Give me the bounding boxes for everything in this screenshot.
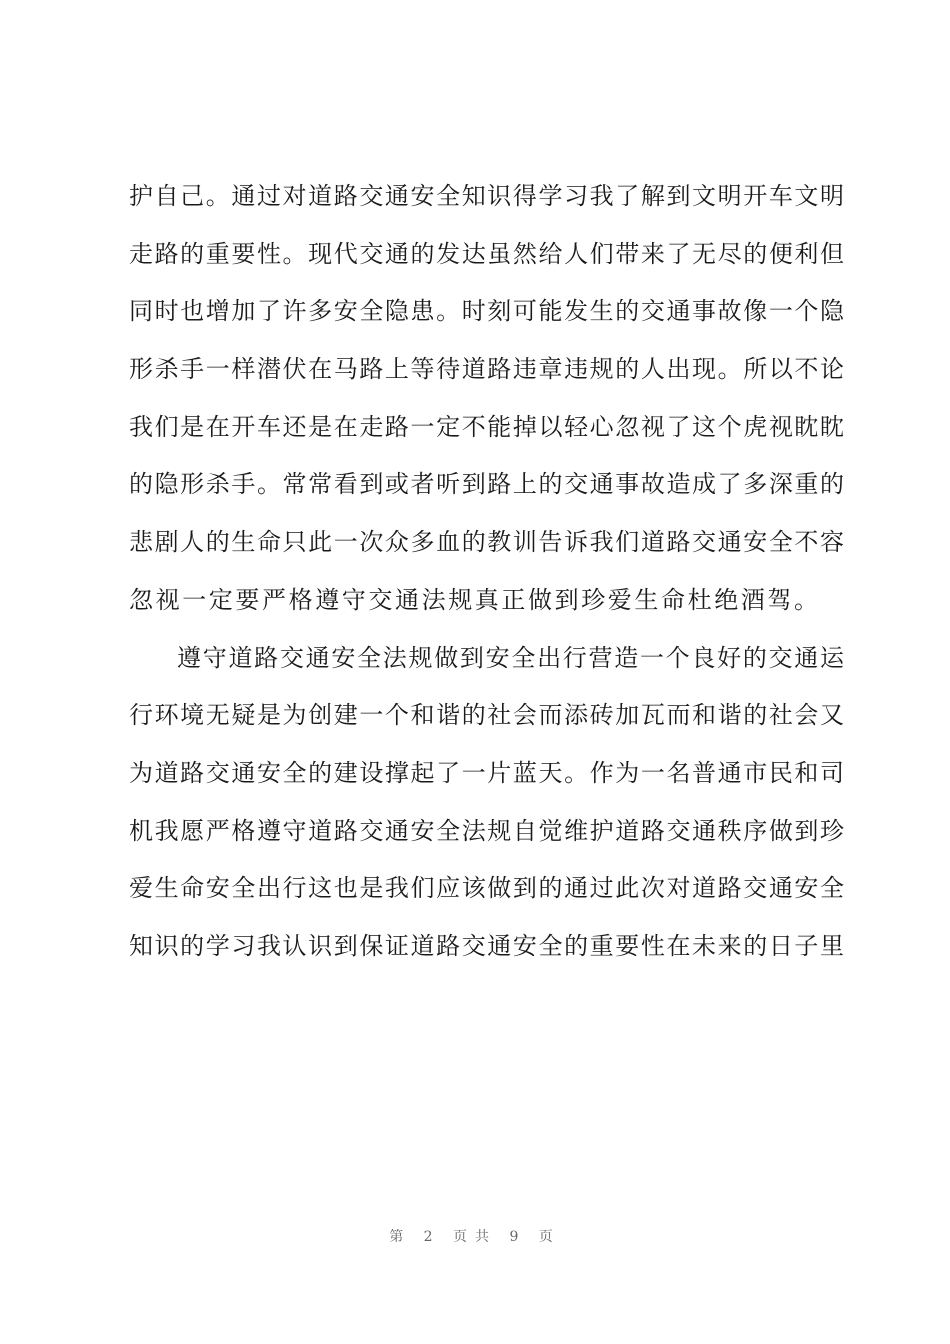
text-line: 爱生命安全出行这也是我们应该做到的通过此次对道路交通安全	[129, 874, 844, 903]
text-line-indented: 遵守道路交通安全法规做到安全出行营造一个良好的交通运	[177, 643, 844, 672]
text-line: 忽视一定要严格遵守交通法规真正做到珍爱生命杜绝酒驾。	[129, 585, 821, 614]
text-line: 的隐形杀手。常常看到或者听到路上的交通事故造成了多深重的	[129, 470, 844, 499]
text-line: 机我愿严格遵守道路交通安全法规自觉维护道路交通秩序做到珍	[129, 816, 844, 845]
text-line: 悲剧人的生命只此一次众多血的教训告诉我们道路交通安全不容	[129, 528, 844, 557]
text-line: 走路的重要性。现代交通的发达虽然给人们带来了无尽的便利但	[129, 239, 844, 268]
text-line: 护自己。通过对道路交通安全知识得学习我了解到文明开车文明	[129, 182, 844, 210]
text-line: 为道路交通安全的建设撑起了一片蓝天。作为一名普通市民和司	[129, 758, 844, 787]
text-line: 行环境无疑是为创建一个和谐的社会而添砖加瓦而和谐的社会又	[129, 701, 844, 730]
body-text	[129, 168, 844, 976]
text-line: 同时也增加了许多安全隐患。时刻可能发生的交通事故像一个隐	[129, 297, 844, 326]
text-line: 形杀手一样潜伏在马路上等待道路违章违规的人出现。所以不论	[129, 355, 844, 384]
page-number-footer: 第 2 页共 9 页	[389, 1229, 561, 1245]
text-line: 知识的学习我认识到保证道路交通安全的重要性在未来的日子里	[129, 931, 844, 960]
text-line: 我们是在开车还是在走路一定不能掉以轻心忽视了这个虎视眈眈	[129, 412, 844, 441]
